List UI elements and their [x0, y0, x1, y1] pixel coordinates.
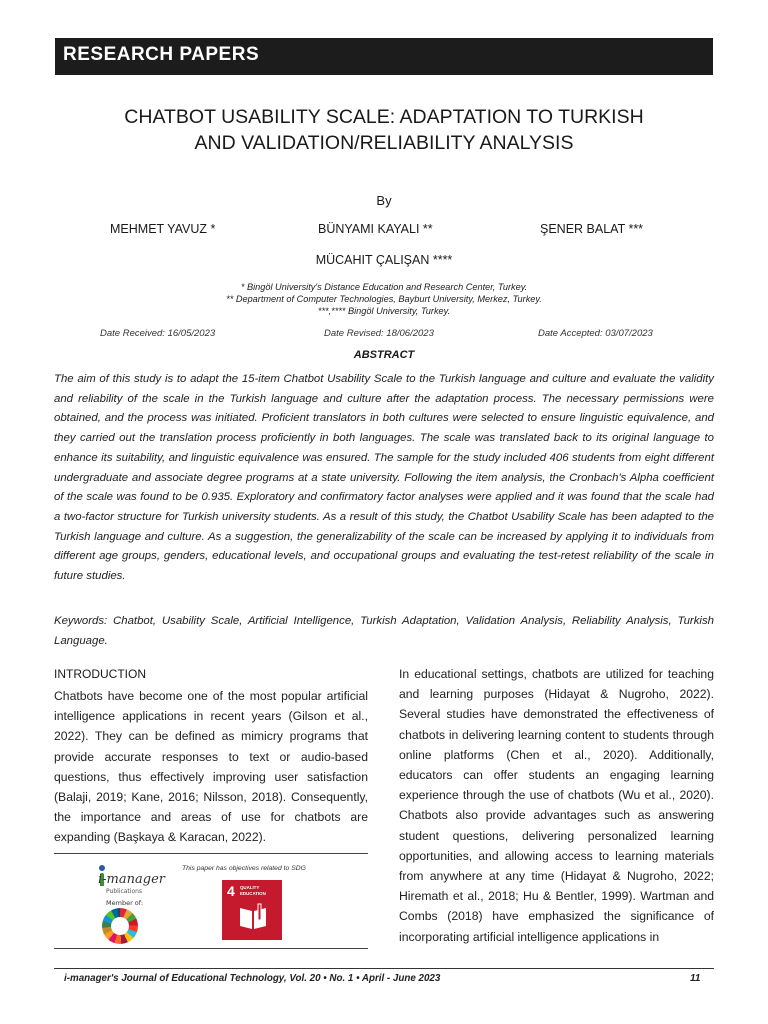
sdg-note: This paper has objectives related to SDG: [182, 865, 306, 872]
affiliation-1: * Bingöl University's Distance Education and Research Center, Turkey.: [240, 282, 528, 292]
by-label: By: [376, 193, 392, 208]
date-received: Date Received: 16/05/2023: [100, 328, 216, 339]
book-pencil-icon: [238, 902, 268, 932]
section-banner: [55, 38, 713, 75]
date-accepted: Date Accepted: 03/07/2023: [538, 328, 653, 339]
introduction-heading: INTRODUCTION: [54, 667, 146, 681]
affiliations: [0, 281, 768, 317]
abstract-heading: ABSTRACT: [353, 349, 415, 361]
section-banner-label: RESEARCH PAPERS: [63, 44, 260, 65]
introduction-left-column: Chatbots have become one of the most popular artificial intelligence applications in recent years (Gilson et al., 2022). They can be defined as mimicry programs that provide accurate responses to text or audio-based questions, thus effectively improving user satisfaction (Balaji, 2019; Kane, 2016; Nilsson, 2018). Consequently, the importance and areas of use for chatbots are expanding (Başkaya & Karacan, 2022).: [54, 689, 368, 845]
introduction-right-column: In educational settings, chatbots are utilized for teaching and learning purposes (Hidayat & Nugroho, 2022). Several studies have demonstrated the effectiveness of chatbots in delivering learning content to students through online platforms (Chen et al., 2020). Additionally, educators can offer students an engaging learning experience through the use of chatbots (Wu et al., 2020). Chatbots also provide advantages such as answering student questions, delivering personalized learning opportunities, and allowing access to learning materials from anywhere at any time (Hidayat & Nugroho, 2022; Hiremath et al., 2018; Hu & Bentler, 1999). Wartman and Combs (2018) have emphasized the significance of incorporating artificial intelligence applications in: [399, 667, 714, 944]
sdg-goal-label: QUALITY EDUCATION: [240, 885, 266, 896]
date-revised: Date Revised: 18/06/2023: [324, 328, 434, 339]
journal-footer: i-manager's Journal of Educational Technology, Vol. 20 • No. 1 • April - June 2023: [64, 973, 441, 984]
author-4: MÜCAHIT ÇALIŞAN ****: [315, 253, 453, 267]
affiliation-3: ***,**** Bingöl University, Turkey.: [317, 306, 451, 316]
logo-text: i-manager: [98, 872, 165, 887]
sdg-goal-number: 4: [227, 883, 235, 899]
sdg-goal-4-badge: [222, 880, 282, 940]
page-number: 11: [690, 973, 701, 984]
footer-divider: [54, 968, 714, 969]
affiliation-2: ** Department of Computer Technologies, Bayburt University, Merkez, Turkey.: [226, 294, 542, 304]
author-3: ŞENER BALAT ***: [540, 222, 644, 236]
logo-subtext: Publications: [106, 888, 143, 895]
paper-title-line-1: CHATBOT USABILITY SCALE: ADAPTATION TO TURKISH: [124, 106, 644, 128]
member-of-label: Member of:: [106, 899, 144, 907]
keywords: Keywords: Chatbot, Usability Scale, Artificial Intelligence, Turkish Adaptation, Validation Analysis, Reliability Analysis, Turkish Language.: [54, 615, 714, 647]
paper-title: [60, 104, 708, 156]
sdg-wheel-icon: [102, 908, 138, 944]
paper-title-line-2: AND VALIDATION/RELIABILITY ANALYSIS: [194, 132, 574, 154]
author-2: BÜNYAMI KAYALI **: [318, 222, 433, 236]
author-1: MEHMET YAVUZ *: [110, 222, 216, 236]
sdg-box: [54, 853, 368, 949]
abstract-text: The aim of this study is to adapt the 15-item Chatbot Usability Scale to the Turkish language and culture and evaluate the validity and reliability of the scale in the Turkish language and culture after the adaptation process. The necessary permissions were obtained, and the process was initiated. Proficient translators in both cultures were selected to ensure linguistic equivalence, and they carried out the translation process proficiently in both languages. The scale was translated back to its original language to enhance its suitability, and linguistic equivalence was ensured. The sample for the study included 406 students from eight different undergraduate and associate degree programs at a state university. Following the item analysis, the Cronbach's Alpha coefficient of the scale was found to be 0.935. Exploratory and confirmatory factor analyses were applied and it was found that the scale had a two-factor structure for Turkish university students. As a result of this study, the Chatbot Usability Scale has been adapted to the Turkish language and culture. As a suggestion, the generalizability of the scale can be increased by applying it to individuals from different age groups, genders, educational levels, and occupational groups and evaluating the test-retest reliability of the scale in future studies.: [54, 373, 714, 583]
